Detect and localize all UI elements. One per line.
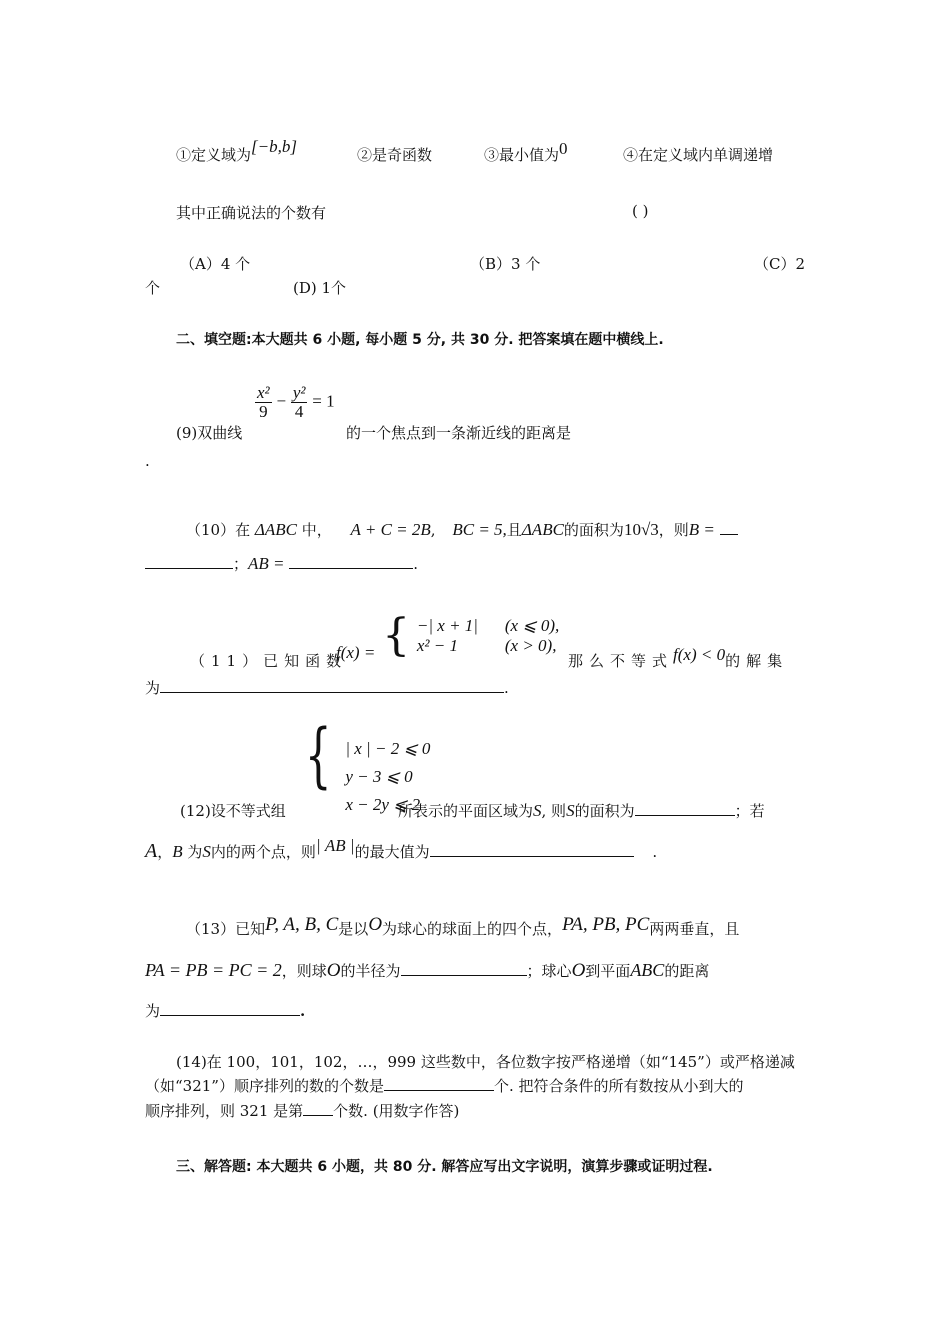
q14-blank-count[interactable] [384,1090,494,1091]
q9-frac1-den: 9 [259,401,268,421]
q12-end: . [652,843,658,861]
q10-condition-2: BC = 5, [452,520,507,539]
q8-option-4: ④在定义域内单调递增 [623,146,774,164]
q12-text-3: 的面积为 [574,802,635,820]
section-2-heading: 二、填空题:本大题共 6 小题, 每小题 5 分, 共 30 分. 把答案填在题中横线上. [176,332,664,348]
q13-line-1 [186,914,739,936]
q10-ask-ab: AB = [248,554,285,573]
q14-blank-rank[interactable] [303,1115,333,1116]
q14-line-3 [145,1100,459,1121]
q10-comma: , [430,521,436,539]
q11-text-tail: 的解集 [725,652,789,670]
q12-line-1 [398,800,765,821]
q11-cond-2: (x > 0), [504,636,557,655]
q13-line-2 [145,960,709,982]
q11-piecewise [336,604,559,660]
q12-sep: ， [157,843,173,861]
q13-wei: 为 [145,1002,161,1020]
q13-segments: PA, PB, PC [562,914,650,935]
q12-text-in: 内的两个点，则 [210,843,316,861]
q13-points: P, A, B, C [265,914,339,935]
q8-option-1-math: [−b,b] [251,137,297,156]
q12-ineq-1: | x | − 2 ⩽ 0 [345,739,431,758]
q9-frac2-num: y² [292,383,306,402]
q9-prefix: (9)双曲线 [176,424,243,442]
q14-line-1: (14)在 100，101，102，…，999 这些数中，各位数字按严格递增（如“145”）或严格递减 [176,1053,795,1071]
q13-o: O [368,914,383,935]
q12-s-3: S [202,842,211,861]
q13-text-8: 的距离 [664,962,710,980]
q8-choice-c-cont: 个 [145,279,161,297]
q12-text-2: , 则 [541,802,567,820]
q12-blank-area[interactable] [635,815,735,816]
q9-minus: − [276,391,287,411]
q13-text-7: 到平面 [585,962,631,980]
q8-choice-b: （B）3 个 [470,255,541,273]
q10-prefix: （10）在 [186,521,251,539]
q11-brace: { [382,610,411,661]
q10-text-4: ，则 [658,521,689,539]
q13-o-3: O [571,960,586,981]
q10-triangle: ΔABC [254,520,297,539]
q8-option-1 [176,137,297,165]
q13-text-4: ，则球 [281,962,327,980]
q8-stem: 其中正确说法的个数有 [176,204,327,222]
q12-wei: 为 [187,843,203,861]
q13-plane-abc: ABC [630,960,665,980]
q13-o-2: O [326,960,341,981]
q10-text-2: 且 [506,521,522,539]
q13-text-5: 的半径为 [340,962,401,980]
q8-option-2: ②是奇函数 [357,146,433,164]
q10-triangle-2: ΔABC [521,520,564,539]
q9-fraction-1 [255,384,272,421]
q13-end: . [300,1002,306,1020]
q11-tail [568,644,789,670]
q12-text-1: 所表示的平面区域为 [398,802,534,820]
q8-option-3 [484,139,568,165]
q8-choice-a: （A）4 个 [180,255,251,273]
q12-blank-max[interactable] [430,856,634,857]
q11-end: . [504,679,509,697]
q11-inequality: f(x) < 0 [673,645,726,664]
q13-text-6: ；球心 [526,962,572,980]
q8-option-1-text: ①定义域为 [176,146,252,164]
q10-blank-ab[interactable] [289,568,413,569]
q14-text-3a: 顺序排列，则 321 是第 [145,1102,304,1120]
q13-line-3 [145,1000,305,1021]
q8-answer-paren: ( ) [632,202,649,220]
q10-text-1: 中， [301,521,332,539]
q11-blank[interactable] [160,692,504,693]
q11-line-2 [145,677,509,698]
q9-frac1-num: x² [257,383,270,402]
q11-case-1: −| x + 1| [416,616,478,635]
q12-text-max: 的最大值为 [354,843,430,861]
q14-text-2b: 个. 把符合条件的所有数按从小到大的 [493,1077,744,1095]
q12-point-a: A [145,840,158,862]
q14-text-2a: （如“321”）顺序排列的数的个数是 [145,1077,384,1095]
q11-prefix: （11）已知函数 [190,652,348,670]
q12-s: S [533,801,542,820]
q11-cases [417,616,559,656]
q10-line-2 [145,553,418,574]
q11-case-1-row [417,616,559,636]
q12-ineq-3: x − 2y ⩽ 2 [345,795,421,814]
q9-dot: . [145,452,150,470]
q10-ask-b: B = [688,520,715,539]
q8-choice-d: (D) 1个 [293,279,347,297]
q10-end: . [413,555,419,573]
q12-ineq-2: y − 3 ⩽ 0 [345,767,413,786]
q10-blank-b-start[interactable] [720,534,738,535]
q13-blank-radius[interactable] [401,975,527,976]
q12-abs-ab: | AB | [315,836,355,855]
q12-point-b: B [172,842,183,861]
q11-text-mid: 那么不等式 [568,652,674,670]
q10-text-3: 的面积为 [563,521,624,539]
q8-option-3-math: 0 [559,139,568,158]
q9-suffix: 的一个焦点到一条渐近线的距离是 [346,424,572,442]
q10-blank-b[interactable] [145,568,233,569]
q11-f-label: f(x) = [336,643,376,662]
q10-condition-1: A + C = 2B [350,520,431,539]
q9-fraction-2 [291,384,308,421]
section-3-heading: 三、解答题: 本大题共 6 小题，共 80 分. 解答应写出文字说明，演算步骤或证明过程. [176,1159,713,1175]
q9-equals: = 1 [312,391,335,411]
q12-brace: { [304,714,332,796]
q11-case-2: x² − 1 [416,636,458,655]
q11-cond-1: (x ⩽ 0), [504,616,560,635]
q10-line-1 [186,519,738,540]
q12-prefix: (12)设不等式组 [180,802,286,820]
q8-choice-c: （C）2 [754,255,806,273]
q11-wei: 为 [145,679,161,697]
q14-text-3b: 个数. (用数字作答) [333,1102,460,1120]
q10-area: 10√3 [623,520,659,539]
q11-case-2-row [417,636,559,656]
q13-text-2: 为球心的球面上的四个点， [382,920,563,938]
q13-text-3: 两两垂直，且 [649,920,740,938]
q13-prefix: （13）已知 [186,920,266,938]
q14-line-2 [145,1075,744,1096]
q13-blank-distance[interactable] [160,1015,300,1016]
q12-line-2 [145,836,658,863]
q9-frac2-den: 4 [294,401,304,421]
q8-option-3-text: ③最小值为 [484,146,560,164]
q10-semicolon: ； [233,555,249,573]
q13-equation: PA = PB = PC = 2 [145,960,282,980]
q12-s-2: S [566,801,575,820]
q9-equation [255,384,335,421]
q12-ruo: ；若 [734,802,765,820]
q13-text-1: 是以 [338,920,369,938]
